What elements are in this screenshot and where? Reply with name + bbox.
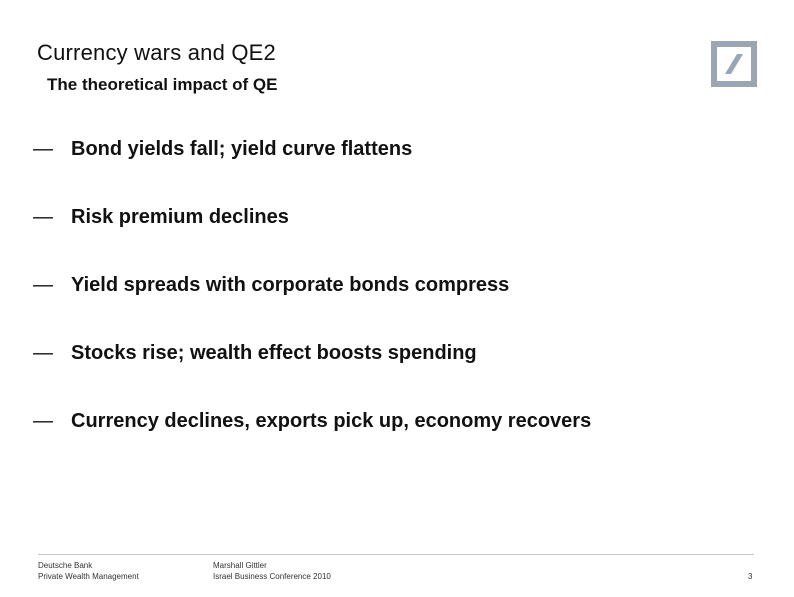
bullet-text: Stocks rise; wealth effect boosts spending xyxy=(71,342,477,364)
bullet-text: Currency declines, exports pick up, economy recovers xyxy=(71,410,592,432)
slide-title: Currency wars and QE2 xyxy=(37,40,276,65)
footer-divider xyxy=(38,554,754,555)
bullet-marker: — xyxy=(33,274,53,296)
bullet-text: Bond yields fall; yield curve flattens xyxy=(71,138,413,160)
footer-company xyxy=(38,560,139,582)
bullet-marker: — xyxy=(33,410,53,432)
bullet-text: Yield spreads with corporate bonds compress xyxy=(71,274,510,296)
bullet-list xyxy=(33,138,591,478)
bullet-item xyxy=(33,138,591,206)
page-number: 3 xyxy=(748,572,753,581)
footer-company-name: Deutsche Bank xyxy=(38,561,93,570)
bullet-item xyxy=(33,410,591,478)
footer-company-division: Private Wealth Management xyxy=(38,572,139,581)
bullet-item xyxy=(33,206,591,274)
bullet-marker: — xyxy=(33,342,53,364)
deutsche-bank-logo-icon xyxy=(711,41,757,87)
footer-presenter xyxy=(213,560,331,582)
bullet-item xyxy=(33,274,591,342)
slide-subtitle: The theoretical impact of QE xyxy=(47,75,278,94)
bullet-marker: — xyxy=(33,206,53,228)
footer-event-name: Israel Business Conference 2010 xyxy=(213,572,331,581)
bullet-marker: — xyxy=(33,138,53,160)
bullet-text: Risk premium declines xyxy=(71,206,289,228)
footer-presenter-name: Marshall Gittler xyxy=(213,561,267,570)
bullet-item xyxy=(33,342,591,410)
